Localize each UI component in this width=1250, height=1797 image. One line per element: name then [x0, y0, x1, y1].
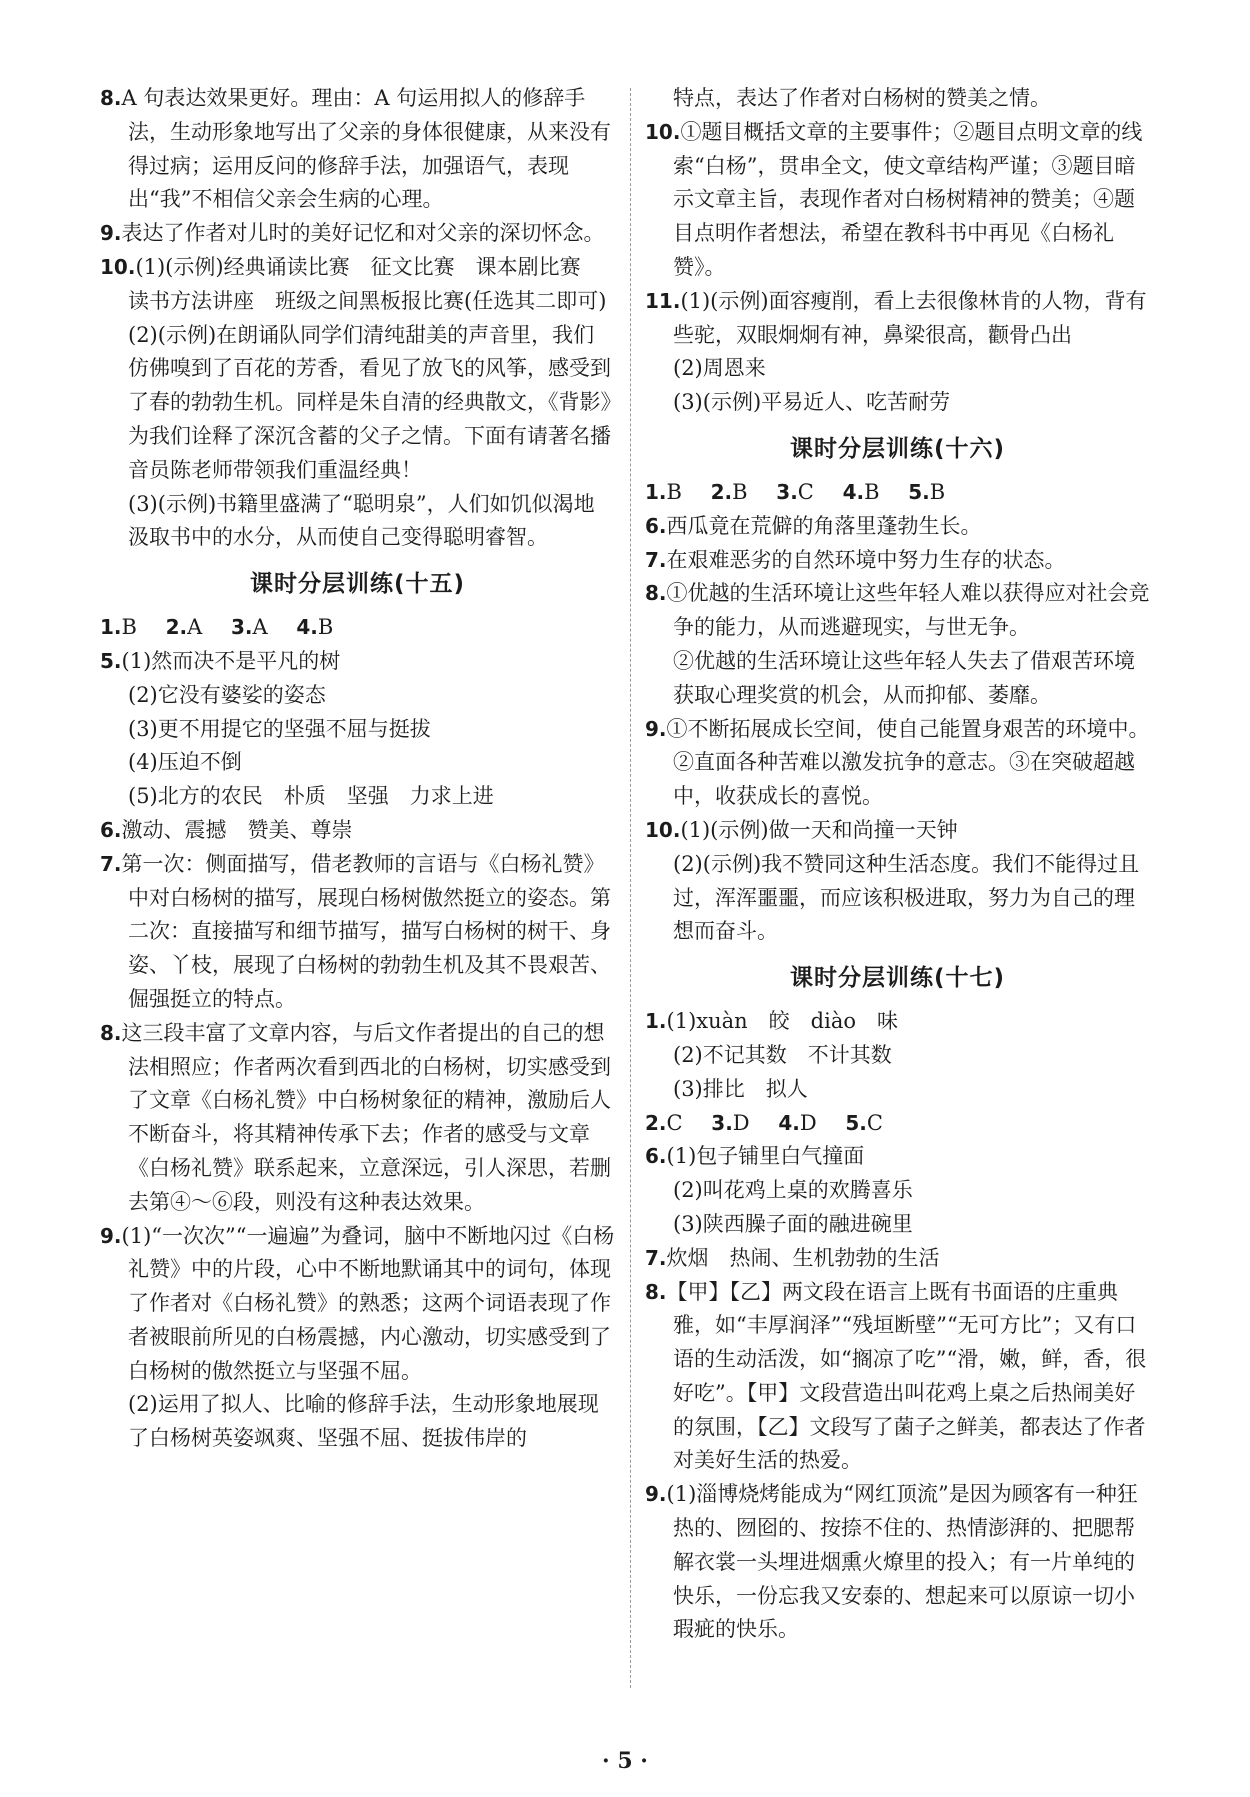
answer-16-7 [645, 544, 1150, 578]
left-column [100, 82, 615, 1456]
mc-answer: 2.B [710, 479, 748, 504]
section-heading-16: 课时分层训练(十六) [789, 435, 1006, 462]
answer-part-1: ①优越的生活环境让这些年轻人难以获得应对社会竞争的能力，从而逃避现实，与世无争。 [666, 581, 1150, 640]
answer-number: 7. [645, 1245, 667, 1270]
mc-answer: 3.C [776, 479, 814, 504]
answer-number: 10. [645, 119, 681, 144]
answer-number: 9. [645, 1482, 667, 1507]
answer-text: 在艰难恶劣的自然环境中努力生存的状态。 [666, 547, 1066, 572]
answer-part-2: ②优越的生活环境让这些年轻人失去了借艰苦环境获取心理奖赏的机会，从而抑郁、萎靡。 [673, 648, 1135, 707]
answer-number: 9. [100, 221, 122, 246]
answer-16-6 [645, 510, 1150, 544]
page-number: · 5 · [602, 1748, 648, 1774]
mc-answers-17 [645, 1107, 1150, 1141]
answer-text: ①不断拓展成长空间，使自己能置身艰苦的环境中。②直面各种苦难以激发抗争的意志。③在突破超越中，收获成长的喜悦。 [666, 716, 1150, 809]
answer-number: 5. [100, 648, 122, 673]
answer-17-7 [645, 1242, 1150, 1276]
column-divider [630, 88, 631, 1688]
answer-17-9 [645, 1478, 1150, 1647]
answer-continuation: 特点，表达了作者对白杨树的赞美之情。 [673, 86, 1051, 110]
answer-text: 第一次：侧面描写，借老教师的言语与《白杨礼赞》中对白杨树的描写，展现白杨树傲然挺立的姿态。第二次：直接描写和细节描写，描写白杨树的树干、身姿、丫枝，展现了白杨树的勃勃生机及其不畏艰苦、倔强挺立的特点。 [121, 851, 611, 1011]
answer-number: 8. [100, 86, 122, 110]
answer-line: (1)(示例)面容瘦削，看上去很像林肯的人物，背有些驼，双眼炯炯有神，鼻梁很高，颧骨凸出 [673, 288, 1147, 347]
answer-15-9 [100, 1220, 615, 1457]
answer-text: 这三段丰富了文章内容，与后文作者提出的自己的想法相照应；作者两次看到西北的白杨树，切实感受到了文章《白杨礼赞》中白杨树象征的精神，激励后人不断奋斗，将其精神传承下去；作者的感受与文章《白杨礼赞》联系起来，立意深远，引人深思，若删去第④～⑥段，则没有这种表达效果。 [121, 1020, 611, 1214]
mc-answers-16 [645, 476, 1150, 510]
answer-text: 【甲】【乙】两文段在语言上既有书面语的庄重典雅，如“丰厚润泽”“残垣断壁”“无可方比”；又有口语的生动活泼，如“搁凉了吃”“滑，嫩，鲜，香，很好吃”。【甲】文段营造出叫花鸡上桌之后热闹美好的氛围，【乙】文段写了菌子之鲜美，都表达了作者对美好生活的热爱。 [666, 1279, 1147, 1473]
section-heading-15: 课时分层训练(十五) [249, 571, 466, 598]
mc-answer: 2.C [645, 1110, 683, 1135]
mc-answer: 4.B [842, 479, 880, 504]
answer-number: 8. [645, 581, 667, 606]
answer-number: 9. [100, 1223, 122, 1248]
answer-part-1: (1)(示例)经典诵读比赛 征文比赛 课本剧比赛 读书方法讲座 班级之间黑板报比赛(任选其二即可) [128, 254, 607, 313]
answer-part-2: (2)(示例)在朗诵队同学们清纯甜美的声音里，我们仿佛嗅到了百花的芳香，看见了放飞的风筝，感受到了春的勃勃生机。同样是朱自清的经典散文，《背影》为我们诠释了深沉含蓄的父子之情。下面有请著名播音员陈老师带领我们重温经典！ [128, 322, 611, 482]
answer-number: 7. [100, 851, 122, 876]
answer-16-10 [645, 814, 1150, 949]
mc-answers-15 [100, 611, 615, 645]
mc-answer: 1.B [645, 479, 682, 504]
section-heading-17: 课时分层训练(十七) [789, 965, 1006, 992]
answer-number: 6. [645, 513, 667, 538]
answer-15-6 [100, 814, 615, 848]
answer-15-8 [100, 1017, 615, 1220]
answer-line: (3)更不用提它的坚强不屈与挺拔 [128, 716, 431, 741]
answer-number: 10. [645, 817, 681, 842]
answer-line: (2)不记其数 不计其数 [673, 1042, 892, 1067]
answer-line: (1)然而决不是平凡的树 [121, 648, 341, 673]
answer-line: (1)包子铺里白气撞面 [666, 1144, 865, 1169]
answer-line: (2)它没有婆娑的姿态 [128, 682, 326, 707]
answer-15-5 [100, 645, 615, 814]
mc-answer: 1.B [100, 615, 137, 640]
answer-16-9 [645, 713, 1150, 814]
mc-answer: 5.B [908, 479, 946, 504]
answer-part-1: (1)(示例)做一天和尚撞一天钟 [680, 817, 958, 842]
answer-number: 8. [100, 1020, 122, 1045]
answer-10 [100, 251, 615, 555]
answer-part-2: (2)运用了拟人、比喻的修辞手法，生动形象地展现了白杨树英姿飒爽、坚强不屈、挺拔伟岸的 [128, 1392, 599, 1451]
answer-number: 8. [645, 1279, 667, 1304]
answer-number: 6. [100, 817, 122, 842]
answer-text: 西瓜竟在荒僻的角落里蓬勃生长。 [666, 513, 982, 538]
answer-16-8 [645, 577, 1150, 712]
answer-text: 炊烟 热闹、生机勃勃的生活 [666, 1245, 940, 1270]
answer-17-8 [645, 1276, 1150, 1479]
answer-line: (4)压迫不倒 [128, 750, 242, 775]
answer-17-1 [645, 1005, 1150, 1106]
answer-number: 1. [645, 1009, 667, 1034]
answer-9 [100, 217, 615, 251]
answer-line: (2)周恩来 [673, 356, 766, 381]
answer-15-10 [645, 116, 1150, 285]
mc-answer: 5.C [845, 1110, 883, 1135]
answer-line: (2)叫花鸡上桌的欢腾喜乐 [673, 1178, 913, 1203]
answer-part-3: (3)(示例)书籍里盛满了“聪明泉”，人们如饥似渴地汲取书中的水分，从而使自己变得聪明睿智。 [128, 491, 595, 550]
answer-number: 6. [645, 1144, 667, 1169]
answer-number: 9. [645, 716, 667, 741]
answer-text: A 句表达效果更好。理由：A 句运用拟人的修辞手法，生动形象地写出了父亲的身体很健康，从来没有得过病；运用反问的修辞手法，加强语气，表现出“我”不相信父亲会生病的心理。 [121, 86, 611, 212]
mc-answer: 3.D [711, 1110, 750, 1135]
answer-15-11 [645, 285, 1150, 420]
mc-answer: 4.D [778, 1110, 817, 1135]
answer-line: (5)北方的农民 朴质 坚强 力求上进 [128, 784, 494, 809]
answer-line: (3)陕西臊子面的融进碗里 [673, 1211, 913, 1236]
answer-text: 激动、震撼 赞美、尊崇 [121, 817, 353, 842]
mc-answer: 2.A [165, 615, 203, 640]
answer-part-1: (1)“一次次”“一遍遍”为叠词，脑中不断地闪过《白杨礼赞》中的片段，心中不断地默诵其中的词句，体现了作者对《白杨礼赞》的熟悉；这两个词语表现了作者被眼前所见的白杨震撼，内心激动，切实感受到了白杨树的傲然挺立与坚强不屈。 [121, 1223, 615, 1383]
answer-text: (1)淄博烧烤能成为“网红顶流”是因为顾客有一种狂热的、囫囵的、按捺不住的、热情澎湃的、把腮帮解衣裳一头埋进烟熏火燎里的投入；有一片单纯的快乐，一份忘我又安泰的、想起来可以原谅一切小瑕疵的快乐。 [666, 1482, 1138, 1642]
answer-text: ①题目概括文章的主要事件；②题目点明文章的线索“白杨”，贯串全文，使文章结构严谨；③题目暗示文章主旨，表现作者对白杨树精神的赞美；④题目点明作者想法，希望在教科书中再见《白杨礼赞》。 [673, 119, 1143, 279]
answer-17-6 [645, 1140, 1150, 1241]
mc-answer: 4.B [296, 615, 334, 640]
answer-part-2: (2)(示例)我不赞同这种生活态度。我们不能得过且过，浑浑噩噩，而应该积极进取，努力为自己的理想而奋斗。 [673, 851, 1140, 944]
answer-8 [100, 82, 615, 217]
answer-text: 表达了作者对儿时的美好记忆和对父亲的深切怀念。 [121, 221, 605, 246]
answer-number: 11. [645, 288, 681, 313]
answer-line: (3)排比 拟人 [673, 1076, 808, 1101]
answer-number: 10. [100, 254, 136, 279]
mc-answer: 3.A [231, 615, 268, 640]
answer-number: 7. [645, 547, 667, 572]
answer-line: (1)xuàn 皎 diào 味 [666, 1009, 898, 1034]
answer-line: (3)(示例)平易近人、吃苦耐劳 [673, 390, 951, 415]
right-column [645, 82, 1150, 1647]
answer-15-7 [100, 848, 615, 1017]
